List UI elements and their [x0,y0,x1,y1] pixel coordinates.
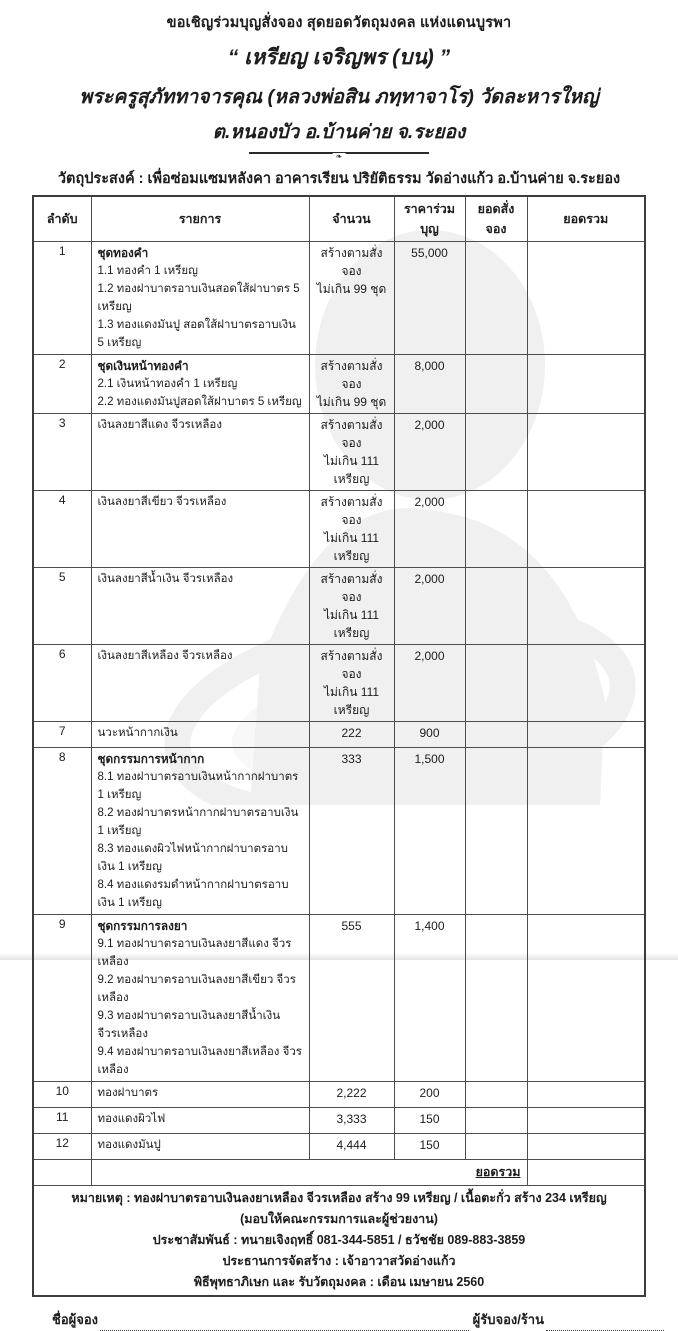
row-item-cell [91,1082,309,1108]
notes-row [33,1186,645,1297]
row-item-line: 9.3 ทองฝาบาตรอาบเงินลงยาสีน้ำเงิน จีวรเหลือง [97,1010,281,1040]
row-item-cell [91,568,309,645]
table-row [33,1082,645,1108]
quantity-line: 333 [341,752,362,766]
row-item-line: เงินลงยาสีน้ำเงิน จีวรเหลือง [97,573,234,585]
quantity-line: สร้างตามสั่งจอง [320,495,383,527]
row-price-cell [394,645,465,722]
row-item-line: 2.2 ทองแดงมันปูสอดใส้ฝาบาตร 5 เหรียญ [97,396,302,408]
row-item-line: เงินลงยาสีแดง จีวรเหลือง [97,419,222,431]
table-header-row [33,196,645,242]
quantity-line: 222 [341,726,362,740]
table-row [33,748,645,915]
row-quantity-cell [309,1108,394,1134]
row-quantity-cell [309,915,394,1082]
row-price-cell [394,1108,465,1134]
row-number: 1 [33,242,91,355]
quantity-line: สร้างตามสั่งจอง [320,418,383,450]
row-item-line: 9.4 ทองฝาบาตรอาบเงินลงยาสีเหลือง จีวรเหลือง [97,1046,302,1076]
row-ordered-blank-cell [465,748,527,915]
row-price-cell [394,1082,465,1108]
quantity-line: ไม่เกิน 99 ชุด [316,395,387,409]
grand-total-label-cell [91,1160,527,1186]
row-ordered-blank-cell [465,242,527,355]
total-row-no-cell [33,1160,91,1186]
purpose-line: วัตถุประสงค์ : เพื่อซ่อมแซมหลังคา อาคารเรียน ปริยัติธรรม วัดอ่างแก้ว อ.บ้านค่าย จ.ระยอง [57,171,621,187]
row-item-line: 1.2 ทองฝาบาตรอาบเงินสอดใส้ฝาบาตร 5 เหรียญ [97,283,300,313]
quantity-line: 555 [341,919,362,933]
quantity-line: สร้างตามสั่งจอง [320,572,383,604]
row-item-cell [91,491,309,568]
row-set-title: ชุดเงินหน้าทองคำ [97,359,189,373]
signature-line [52,1309,664,1331]
row-item-cell [91,645,309,722]
notes-cell [33,1186,645,1297]
price-value: 2,000 [414,649,445,663]
quantity-line: ไม่เกิน 111 เหรียญ [323,608,380,640]
row-quantity-cell [309,242,394,355]
row-item-line: ทองฝาบาตร [97,1087,159,1099]
price-value: 55,000 [411,246,448,260]
row-ordered-blank-cell [465,1134,527,1160]
row-item-line: 8.4 ทองแดงรมดำหน้ากากฝาบาตรอาบเงิน 1 เหรียญ [97,879,289,909]
col-header-no: ลำดับ [33,196,91,242]
row-price-cell [394,491,465,568]
row-price-cell [394,568,465,645]
row-price-cell [394,414,465,491]
row-total-blank-cell [527,1108,645,1134]
row-number: 8 [33,748,91,915]
grand-total-value-cell [527,1160,645,1186]
quantity-line: 3,333 [336,1112,367,1126]
price-value: 200 [419,1086,440,1100]
row-set-title: ชุดกรรมการลงยา [97,919,188,933]
row-number: 9 [33,915,91,1082]
row-total-blank-cell [527,491,645,568]
row-item-cell [91,722,309,748]
row-quantity-cell [309,645,394,722]
row-number: 10 [33,1082,91,1108]
row-item-line: 9.1 ทองฝาบาตรอาบเงินลงยาสีแดง จีวรเหลือง [97,938,292,968]
row-total-blank-cell [527,414,645,491]
price-value: 8,000 [414,359,445,373]
quantity-line: สร้างตามสั่งจอง [320,649,383,681]
monk-temple-line: พระครูสุภัททาจารคุณ (หลวงพ่อสิน ภทฺทาจาโร) วัดละหารใหญ่ [79,86,599,108]
row-item-cell [91,242,309,355]
row-item-cell [91,1134,309,1160]
price-value: 150 [419,1138,440,1152]
divider-ornament-icon: ❧ [333,153,346,161]
grand-total-row [33,1160,645,1186]
row-set-title: ชุดกรรมการหน้ากาก [97,752,205,766]
row-total-blank-cell [527,355,645,414]
row-item-line: 1.3 ทองแดงมันปู สอดใส้ฝาบาตรอาบเงิน 5 เหรียญ [97,319,296,349]
row-price-cell [394,1134,465,1160]
coin-name-title: “ เหรียญ เจริญพร (บน) ” [227,46,451,69]
table-row [33,355,645,414]
table-row [33,242,645,355]
note-contacts: ประชาสัมพันธ์ : ทนายเจิงฤทธิ์ 081-344-5851 / ธวัชชัย 089-883-3859 [152,1233,526,1247]
row-number: 12 [33,1134,91,1160]
row-total-blank-cell [527,242,645,355]
row-item-line: 1.1 ทองคำ 1 เหรียญ [97,265,198,277]
row-ordered-blank-cell [465,915,527,1082]
row-item-cell [91,1108,309,1134]
price-value: 2,000 [414,418,445,432]
price-value: 1,400 [414,919,445,933]
row-number: 11 [33,1108,91,1134]
note-remark: หมายเหตุ : ทองฝาบาตรอาบเงินลงยาเหลือง จีวรเหลือง สร้าง 99 เหรียญ / เนื้อตะกั่ว สร้าง 234 เหรียญ [71,1191,607,1205]
quantity-line: ไม่เกิน 111 เหรียญ [323,454,380,486]
row-set-title: ชุดทองคำ [97,246,149,260]
row-quantity-cell [309,1082,394,1108]
row-item-line: 8.2 ทองฝาบาตรหน้ากากฝาบาตรอาบเงิน 1 เหรียญ [97,807,299,837]
row-ordered-blank-cell [465,355,527,414]
row-item-line: 8.3 ทองแดงผิวไฟหน้ากากฝาบาตรอาบเงิน 1 เหรียญ [97,843,288,873]
row-price-cell [394,748,465,915]
row-ordered-blank-cell [465,1082,527,1108]
row-item-line: 9.2 ทองฝาบาตรอาบเงินลงยาสีเขียว จีวรเหลือง [97,974,296,1004]
table-row [33,722,645,748]
orderer-name-blank [100,1316,469,1331]
order-table [32,195,646,1297]
price-value: 2,000 [414,495,445,509]
row-item-cell [91,748,309,915]
row-number: 3 [33,414,91,491]
price-value: 2,000 [414,572,445,586]
quantity-line: ไม่เกิน 111 เหรียญ [323,685,380,717]
header-divider [249,152,429,161]
quantity-line: สร้างตามสั่งจอง [320,246,383,278]
col-header-price: ราคาร่วมบุญ [394,196,465,242]
row-number: 4 [33,491,91,568]
row-item-cell [91,355,309,414]
note-chairman: ประธานการจัดสร้าง : เจ้าอาวาสวัดอ่างแก้ว [222,1254,456,1268]
table-row [33,568,645,645]
row-ordered-blank-cell [465,491,527,568]
row-total-blank-cell [527,645,645,722]
row-item-line: นวะหน้ากากเงิน [97,727,178,739]
row-quantity-cell [309,748,394,915]
address-line: ต.หนองบัว อ.บ้านค่าย จ.ระยอง [212,122,466,143]
row-item-cell [91,915,309,1082]
receiver-shop-blank [546,1316,664,1331]
row-ordered-blank-cell [465,722,527,748]
price-value: 1,500 [414,752,445,766]
row-number: 7 [33,722,91,748]
row-item-line: เงินลงยาสีเหลือง จีวรเหลือง [97,650,233,662]
quantity-line: 2,222 [336,1086,367,1100]
quantity-line: สร้างตามสั่งจอง [320,359,383,391]
row-item-line: ทองแดงผิวไฟ [97,1113,166,1125]
quantity-line: 4,444 [336,1138,367,1152]
row-ordered-blank-cell [465,568,527,645]
row-item-cell [91,414,309,491]
row-item-line: 2.1 เงินหน้าทองคำ 1 เหรียญ [97,378,238,390]
row-ordered-blank-cell [465,414,527,491]
row-quantity-cell [309,491,394,568]
row-price-cell [394,355,465,414]
row-number: 5 [33,568,91,645]
table-row [33,414,645,491]
row-number: 6 [33,645,91,722]
row-quantity-cell [309,722,394,748]
price-value: 900 [419,726,440,740]
table-row [33,1134,645,1160]
col-header-quantity: จำนวน [309,196,394,242]
orderer-name-label: ชื่อผู้จอง [52,1312,99,1327]
quantity-line: ไม่เกิน 111 เหรียญ [323,531,380,563]
invitation-line: ขอเชิญร่วมบุญสั่งจอง สุดยอดวัตถุมงคล แห่งแดนบูรพา [166,15,512,31]
row-quantity-cell [309,355,394,414]
row-price-cell [394,722,465,748]
row-total-blank-cell [527,1134,645,1160]
row-total-blank-cell [527,1082,645,1108]
row-price-cell [394,915,465,1082]
row-total-blank-cell [527,568,645,645]
row-price-cell [394,242,465,355]
table-row [33,645,645,722]
row-total-blank-cell [527,722,645,748]
row-ordered-blank-cell [465,1108,527,1134]
quantity-line: ไม่เกิน 99 ชุด [316,282,387,296]
col-header-item: รายการ [91,196,309,242]
row-number: 2 [33,355,91,414]
table-row [33,915,645,1082]
row-item-line: ทองแดงมันปู [97,1139,161,1151]
note-ceremony-date: พิธีพุทธาภิเษก และ รับวัตถุมงคล : เดือน เมษายน 2560 [193,1275,485,1289]
row-quantity-cell [309,414,394,491]
price-value: 150 [419,1112,440,1126]
row-item-line: เงินลงยาสีเขียว จีวรเหลือง [97,496,227,508]
row-total-blank-cell [527,915,645,1082]
row-quantity-cell [309,568,394,645]
row-ordered-blank-cell [465,645,527,722]
table-row [33,1108,645,1134]
note-remark-sub: (มอบให้คณะกรรมการและผู้ช่วยงาน) [240,1212,438,1226]
table-row [33,491,645,568]
col-header-total: ยอดรวม [527,196,645,242]
col-header-ordered: ยอดสั่งจอง [465,196,527,242]
row-item-line: 8.1 ทองฝาบาตรอาบเงินหน้ากากฝาบาตร 1 เหรียญ [97,771,299,801]
row-total-blank-cell [527,748,645,915]
receiver-shop-label: ผู้รับจอง/ร้าน [472,1312,544,1327]
form-header [0,0,678,161]
grand-total-label: ยอดรวม [475,1165,521,1179]
row-quantity-cell [309,1134,394,1160]
